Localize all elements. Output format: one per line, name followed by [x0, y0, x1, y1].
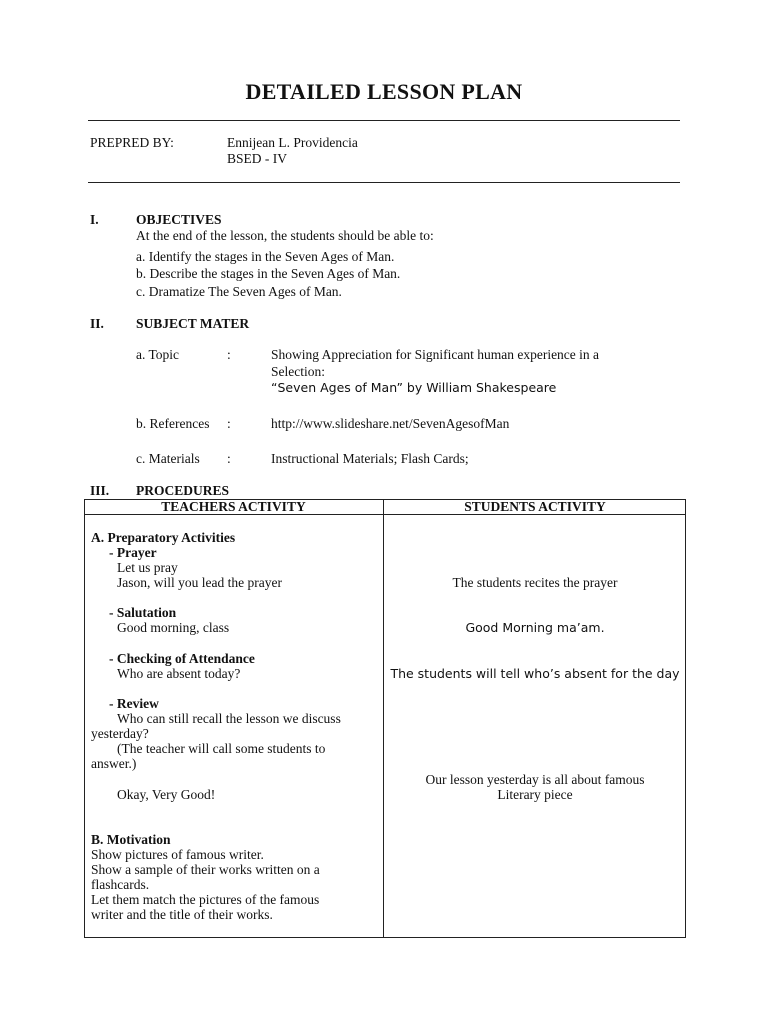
header-bottom-rule — [88, 182, 680, 183]
objectives-numeral: I. — [90, 212, 99, 227]
salutation-heading: - Salutation — [109, 605, 177, 620]
teacher-line: Who can still recall the lesson we discuss — [117, 711, 341, 726]
teacher-line: Good morning, class — [117, 620, 230, 635]
objectives-intro: At the end of the lesson, the students should be able to: — [136, 228, 434, 243]
teacher-line: Let us pray — [117, 560, 178, 575]
topic-colon: : — [227, 347, 231, 362]
student-response: The students will tell who’s absent for the day — [390, 666, 680, 681]
preparatory-activities-heading: A. Preparatory Activities — [91, 530, 236, 545]
procedures-numeral: III. — [90, 483, 110, 498]
student-response: Good Morning ma’am. — [465, 620, 605, 635]
teacher-line: writer and the title of their works. — [91, 907, 273, 922]
references-link[interactable]: http://www.slideshare.net/SevenAgesofMan — [271, 416, 510, 431]
teacher-line: answer.) — [91, 756, 137, 771]
topic-value-line3: “Seven Ages of Man” by William Shakespeare — [271, 380, 557, 395]
references-colon: : — [227, 416, 231, 431]
prayer-heading: - Prayer — [109, 545, 157, 560]
table-column-divider — [383, 499, 384, 938]
students-activity-header: STUDENTS ACTIVITY — [464, 499, 606, 514]
student-response: Our lesson yesterday is all about famous — [425, 772, 645, 787]
teacher-line: Show a sample of their works written on a — [91, 862, 320, 877]
student-response: Literary piece — [497, 787, 573, 802]
teachers-activity-header: TEACHERS ACTIVITY — [161, 499, 306, 514]
teacher-line: yesterday? — [91, 726, 149, 741]
objective-item: a. Identify the stages in the Seven Ages of Man. — [136, 249, 395, 264]
topic-value-line1: Showing Appreciation for Significant human experience in a — [271, 347, 600, 362]
review-heading: - Review — [109, 696, 159, 711]
author-name: Ennijean L. Providencia — [227, 135, 358, 150]
teacher-line: Jason, will you lead the prayer — [117, 575, 282, 590]
objectives-heading: OBJECTIVES — [136, 212, 222, 227]
teacher-line: Let them match the pictures of the famous — [91, 892, 320, 907]
references-label: b. References — [136, 416, 210, 431]
document-title: DETAILED LESSON PLAN — [245, 79, 523, 104]
subject-matter-numeral: II. — [90, 316, 104, 331]
teacher-line: Show pictures of famous writer. — [91, 847, 264, 862]
prepared-by-label: PREPRED BY: — [90, 135, 174, 150]
topic-value-line2: Selection: — [271, 364, 325, 379]
teacher-line: (The teacher will call some students to — [117, 741, 326, 756]
teacher-line: flashcards. — [91, 877, 150, 892]
materials-label: c. Materials — [136, 451, 200, 466]
objective-item: b. Describe the stages in the Seven Ages of Man. — [136, 266, 401, 281]
objective-item: c. Dramatize The Seven Ages of Man. — [136, 284, 342, 299]
procedures-heading: PROCEDURES — [136, 483, 230, 498]
teacher-line: Okay, Very Good! — [117, 787, 216, 802]
header-top-rule — [88, 120, 680, 121]
topic-label: a. Topic — [136, 347, 180, 362]
materials-value: Instructional Materials; Flash Cards; — [271, 451, 469, 466]
attendance-heading: - Checking of Attendance — [109, 651, 255, 666]
author-course: BSED - IV — [227, 151, 287, 166]
teacher-line: Who are absent today? — [117, 666, 241, 681]
materials-colon: : — [227, 451, 231, 466]
subject-matter-heading: SUBJECT MATER — [136, 316, 250, 331]
student-response: The students recites the prayer — [452, 575, 618, 590]
motivation-heading: B. Motivation — [91, 832, 171, 847]
